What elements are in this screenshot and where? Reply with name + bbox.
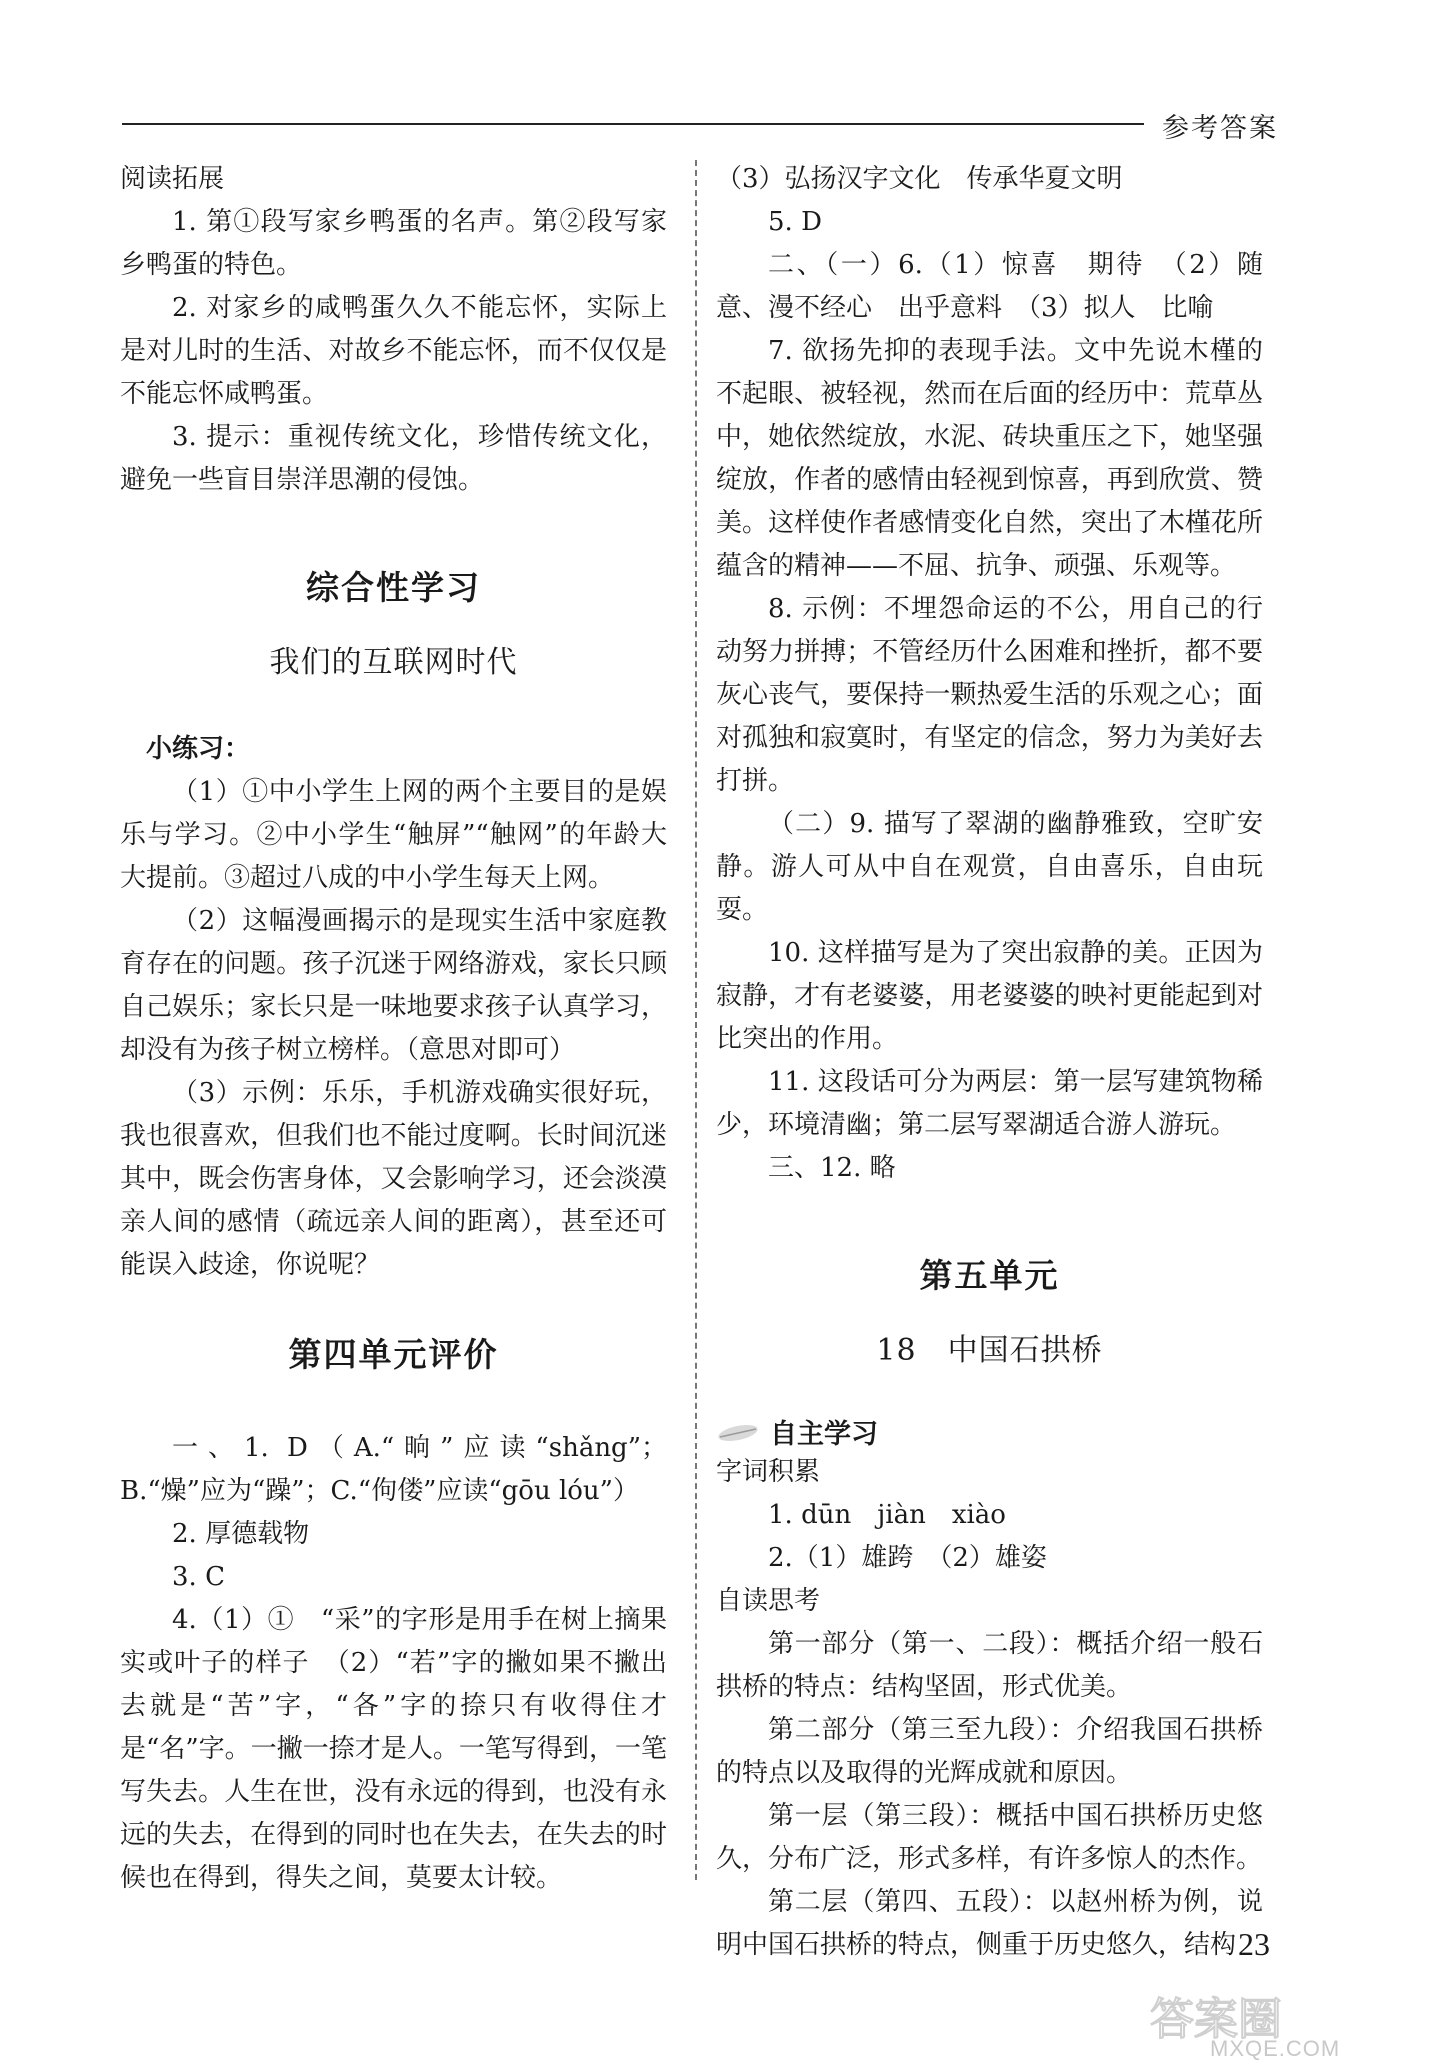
self-study-heading [716,1412,1263,1451]
right-item-3: 二、（一）6.（1）惊喜 期待 （2）随意、漫不经心 出乎意料 （3）拟人 比喻 [716,250,1263,323]
lesson-title: 18 中国石拱桥 [876,1333,1103,1368]
practice-label: 小练习： [146,734,251,764]
right-item-6: （二）9. 描写了翠湖的幽静雅致，空旷安静。游人可从中自在观赏，自由喜乐，自由玩耍。 [716,809,1263,925]
unit4-item-2: 2. 厚德载物 [172,1519,310,1549]
unit4-item-3: 3. C [172,1562,225,1592]
think-item-3: 第一层（第三段）：概括中国石拱桥历史悠久，分布广泛，形式多样，有许多惊人的杰作。 [716,1801,1263,1874]
comprehensive-subtitle: 我们的互联网时代 [269,645,518,680]
right-item-1: （3）弘扬汉字文化 传承华夏文明 [716,164,1123,194]
practice-item-2: （2）这幅漫画揭示的是现实生活中家庭教育存在的问题。孩子沉迷于网络游戏，家长只顾自己娱乐；家长只是一味地要求孩子认真学习，却没有为孩子树立榜样。（意思对即可） [120,906,667,1065]
right-item-5: 8. 示例：不埋怨命运的不公，用自己的行动努力拼搏；不管经历什么困难和挫折，都不要灰心丧气，要保持一颗热爱生活的乐观之心；面对孤独和寂寞时，有坚定的信念，努力为美好去打拼。 [716,594,1263,796]
header-rule [122,123,1144,125]
unit4-item-4: 4.（1）① “采”的字形是用手在树上摘果实或叶子的样子 （2）“若”字的撇如果不撇出去就是“苦”字，“各”字的捺只有收得住才是“名”字。一撇一捺才是人。一笔写得到，一笔写失去。人生在世，没有永远的得到，也没有永远的失去，在得到的同时也在失去，在失去的时候也在得到，得失之间，莫要太计较。 [120,1605,667,1893]
think-item-2: 第二部分（第三至九段）：介绍我国石拱桥的特点以及取得的光辉成就和原因。 [716,1715,1263,1788]
word-item-1: 1. dūn jiàn xiào [768,1500,1006,1530]
reading-item-3: 3. 提示：重视传统文化，珍惜传统文化，避免一些盲目崇洋思潮的侵蚀。 [120,422,667,495]
page-number: 23 [1238,1926,1270,1962]
left-column [120,158,667,1900]
word-label: 字词积累 [716,1457,821,1487]
leaf-icon [716,1421,762,1443]
column-divider [695,160,697,1880]
svg-text:答案圈: 答案圈 [1150,1994,1282,2045]
think-item-4: 第二层（第四、五段）：以赵州桥为例，说明中国石拱桥的特点，侧重于历史悠久，结构 [716,1887,1263,1960]
reading-extension-title: 阅读拓展 [120,164,225,194]
header-label: 参考答案 [1162,113,1278,144]
word-item-2: 2.（1）雄跨 （2）雄姿 [768,1543,1047,1573]
unit5-title: 第五单元 [919,1256,1060,1295]
practice-item-1: （1）①中小学生上网的两个主要目的是娱乐与学习。②中小学生“触屏”“触网”的年龄大大提前。③超过八成的中小学生每天上网。 [120,777,667,893]
right-item-7: 10. 这样描写是为了突出寂静的美。正因为寂静，才有老婆婆，用老婆婆的映衬更能起到对比突出的作用。 [716,938,1263,1054]
watermark-url: MXQE.COM [1210,2036,1341,2061]
right-item-2: 5. D [768,207,822,237]
right-item-4: 7. 欲扬先抑的表现手法。文中先说木槿的不起眼、被轻视，然而在后面的经历中：荒草丛中，她依然绽放，水泥、砖块重压之下，她坚强绽放，作者的感情由轻视到惊喜，再到欣赏、赞美。这样使作者感情变化自然，突出了木槿花所蕴含的精神——不屈、抗争、顽强、乐观等。 [716,336,1263,581]
unit4-title: 第四单元评价 [288,1335,499,1374]
unit4-item-1: 一、1. D（A.“晌”应读“shǎng”；B.“燥”应为“躁”；C.“佝偻”应读“gōu lóu”） [120,1433,667,1506]
right-item-8: 11. 这段话可分为两层：第一层写建筑物稀少，环境清幽；第二层写翠湖适合游人游玩。 [716,1067,1263,1140]
right-item-9: 三、12. 略 [768,1153,896,1183]
reading-item-2: 2. 对家乡的咸鸭蛋久久不能忘怀，实际上是对儿时的生活、对故乡不能忘怀，而不仅仅是不能忘怀咸鸭蛋。 [120,293,667,409]
right-column [716,158,1263,1967]
practice-item-3: （3）示例：乐乐，手机游戏确实很好玩，我也很喜欢，但我们也不能过度啊。长时间沉迷其中，既会伤害身体，又会影响学习，还会淡漠亲人间的感情（疏远亲人间的距离），甚至还可能误入歧途，你说呢？ [120,1078,667,1280]
think-label: 自读思考 [716,1586,821,1616]
self-study-label: 自主学习 [770,1419,878,1450]
comprehensive-title: 综合性学习 [306,568,481,607]
reading-item-1: 1. 第①段写家乡鸭蛋的名声。第②段写家乡鸭蛋的特色。 [120,207,667,280]
think-item-1: 第一部分（第一、二段）：概括介绍一般石拱桥的特点：结构坚固，形式优美。 [716,1629,1263,1702]
